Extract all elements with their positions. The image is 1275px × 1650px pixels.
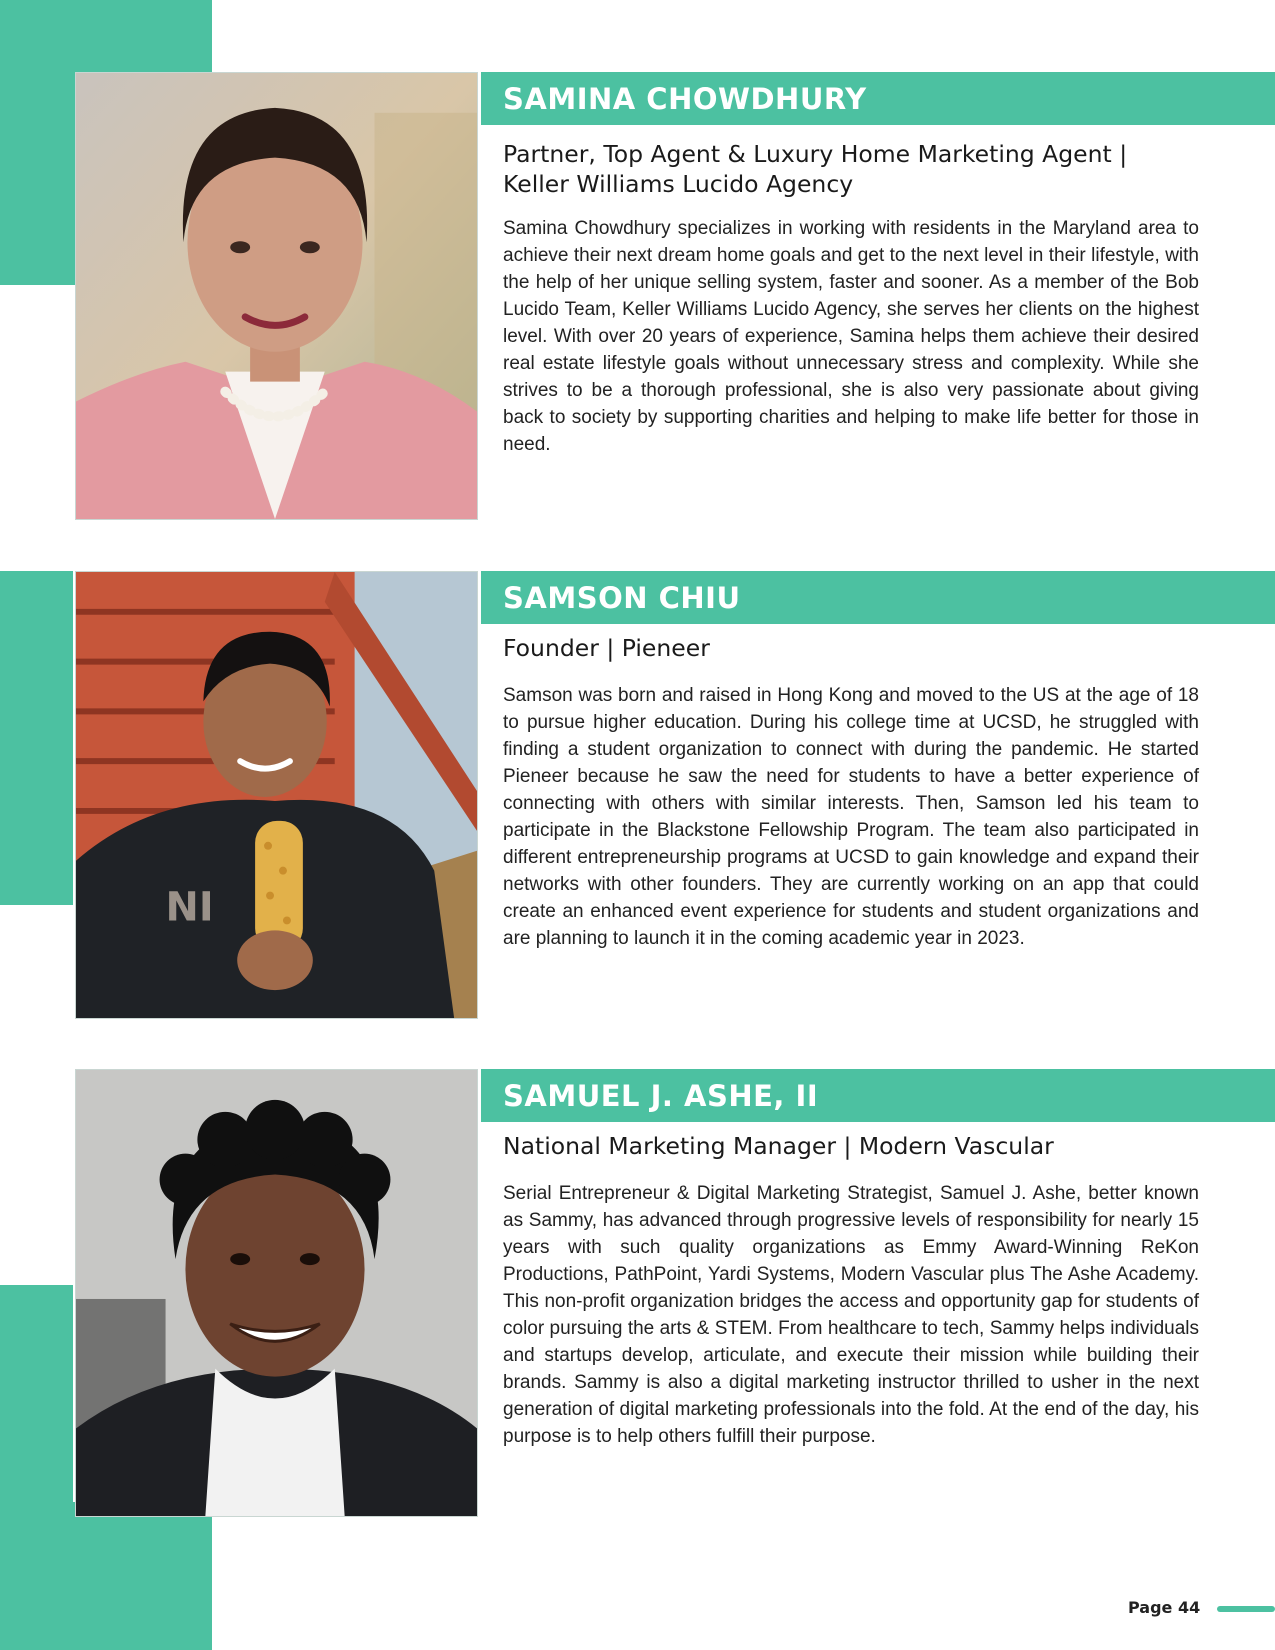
accent-block-mid-left: [0, 571, 73, 905]
profile-name: SAMINA CHOWDHURY: [503, 81, 867, 116]
profile-role-line: Partner, Top Agent & Luxury Home Marketing Agent |: [503, 140, 1128, 168]
profile-name: SAMSON CHIU: [503, 580, 741, 615]
profile-bio: Serial Entrepreneur & Digital Marketing Strategist, Samuel J. Ashe, better known as Sammy, has advanced through progressive levels of responsibility for nearly 15 years with such quality organizations as Emmy Award-Winning ReKon Productions, PathPoint, Yardi Systems, Modern Vascular plus The Ashe Academy. This non-profit organization bridges the access and opportunity gap for students of color pursuing the arts & STEM. From healthcare to tech, Sammy helps individuals and startups develop, articulate, and execute their mission while building their brands. Sammy is also a digital marketing instructor thrilled to usher in the next generation of digital marketing professionals into the fold. At the end of the day, his purpose is to help others fulfill their purpose.: [503, 1183, 1199, 1447]
profile-name: SAMUEL J. ASHE, II: [503, 1078, 819, 1113]
profile-role-line: Founder | Pieneer: [503, 634, 710, 662]
accent-block-bottom-left: [0, 1285, 73, 1650]
profile-role: [503, 139, 1203, 199]
profile-photo-samuel: [75, 1069, 478, 1517]
page-number-accent-line: [1217, 1606, 1275, 1612]
profile-name-bar: [481, 1069, 1275, 1122]
profile-bio: Samina Chowdhury specializes in working with residents in the Maryland area to achieve their next dream home goals and get to the next level in their lifestyle, with the help of her unique selling system, faster and sooner. As a member of the Bob Lucido Team, Keller Williams Lucido Agency, she serves her clients on the highest level. With over 20 years of experience, Samina helps them achieve their desired real estate lifestyle goals without unnecessary stress and complexity. While she strives to be a thorough professional, she is also very passionate about giving back to society by supporting charities and helping to make life better for those in need.: [503, 218, 1199, 455]
profile-photo-samina: [75, 72, 478, 520]
profile-role-line: National Marketing Manager | Modern Vascular: [503, 1132, 1054, 1160]
profile-role: [503, 1131, 1203, 1161]
svg-text:NI: NI: [165, 884, 214, 931]
accent-block-bottom-center: [73, 1502, 212, 1650]
profile-role-line: Keller Williams Lucido Agency: [503, 170, 854, 198]
page-number: Page 44: [1128, 1598, 1201, 1617]
profile-photo-samson: [75, 571, 478, 1019]
profile-role: [503, 633, 1203, 663]
profile-name-bar: [481, 571, 1275, 624]
profile-name-bar: [481, 72, 1275, 125]
profile-bio: Samson was born and raised in Hong Kong and moved to the US at the age of 18 to pursue higher education. During his college time at UCSD, he struggled with finding a student organization to connect with during the pandemic. He started Pieneer because he saw the need for students to have a better experience of connecting with others with similar interests. Then, Samson led his team to participate in the Blackstone Fellowship Program. The team also participated in different entrepreneurship programs at UCSD to gain knowledge and expand their networks with other founders. They are currently working on an app that could create an enhanced event experience for students and student organizations and are planning to launch it in the coming academic year in 2023.: [503, 685, 1199, 949]
